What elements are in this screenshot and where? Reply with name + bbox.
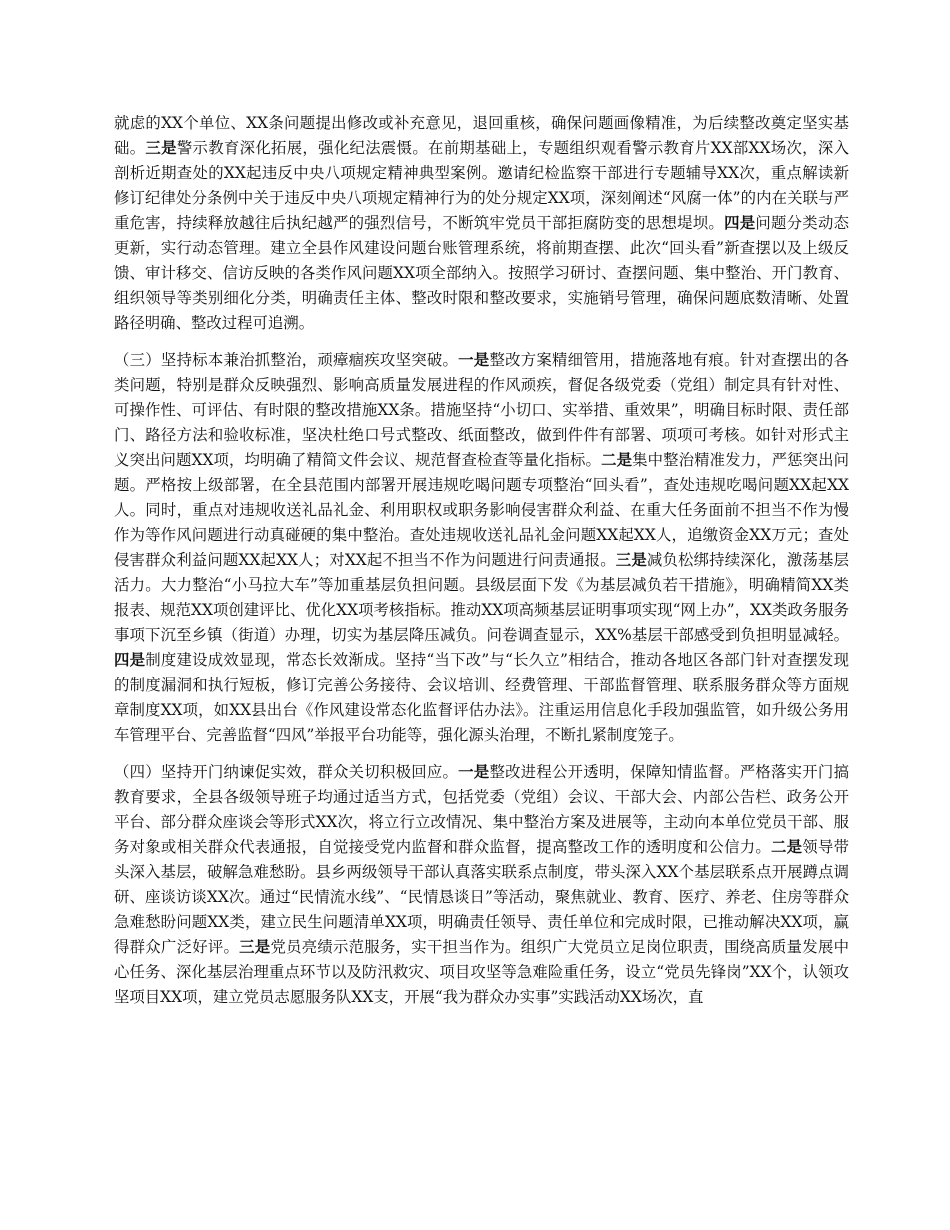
ordinal-marker-1: 一是 xyxy=(458,763,490,781)
paragraph-text: 领导带头深入基层，破解急难愁盼。县乡两级领导干部认真落实联系点制度，带头深入XX个基层联系点开展蹲点调研、座谈访谈XX次。通过“民情流水线”、“民情恳谈日”等活动，聚焦就业、教育、医疗、养老、住房等群众急难愁盼问题XX类，建立民生问题清单XX项，明确责任领导、责任单位和完成时限，已推动解决XX项，赢得群众广泛好评。 xyxy=(114,838,849,956)
ordinal-marker-2: 二是 xyxy=(771,838,803,856)
document-body xyxy=(114,111,849,1010)
ordinal-marker-3: 三是 xyxy=(145,139,177,157)
paragraph-text: 党员亮绩示范服务，实干担当作为。组织广大党员立足岗位职责，围绕高质量发展中心任务、深化基层治理重点环节以及防汛救灾、项目攻坚等急难险重任务，设立“党员先锋岗”XX个，认领攻坚项目XX项，建立党员志愿服务队XX支，开展“我为群众办实事”实践活动XX场次，直 xyxy=(114,938,849,1006)
paragraph-text: 减负松绑持续深化，激荡基层活力。大力整治“小马拉大车”等加重基层负担问题。县级层面下发《为基层减负若干措施》，明确精简XX类报表、规范XX项创建评比、优化XX项考核指标。推动XX项高频基层证明事项实现“网上办”，XX类政务服务事项下沉至乡镇（街道）办理，切实为基层降压减负。问卷调查显示，XX%基层干部感受到负担明显减轻。 xyxy=(114,551,849,644)
ordinal-marker-1: 一是 xyxy=(458,351,490,369)
ordinal-marker-4: 四是 xyxy=(114,651,146,669)
paragraph-text: 集中整治精准发力，严惩突出问题。严格按上级部署，在全县范围内部署开展违规吃喝问题专项整治“回头看”，查处违规吃喝问题XX起XX人。同时，重点对违规收送礼品礼金、利用职权或职务影响侵害群众利益、在重大任务面前不担当不作为慢作为等作风问题进行动真碰硬的集中整治。查处违规收送礼品礼金问题XX起XX人，追缴资金XX万元；查处侵害群众利益问题XX起XX人；对XX起不担当不作为问题进行问责通报。 xyxy=(114,451,849,569)
section-heading-3: （三）坚持标本兼治抓整治，顽瘴痼疾攻坚突破。 xyxy=(114,351,459,369)
section-heading-4: （四）坚持开门纳谏促实效，群众关切积极回应。 xyxy=(114,763,459,781)
ordinal-marker-2: 二是 xyxy=(601,451,633,469)
ordinal-marker-3: 三是 xyxy=(615,551,647,569)
paragraph-text: 警示教育深化拓展，强化纪法震慑。在前期基础上，专题组织观看警示教育片XX部XX场次，深入剖析近期查处的XX起违反中央八项规定精神典型案例。邀请纪检监察干部进行专题辅导XX次，重点解读新修订纪律处分条例中关于违反中央八项规定精神行为的处分规定XX项，深刻阐述“风腐一体”的内在关联与严重危害，持续释放越往后执纪越严的强烈信号，不断筑牢党员干部拒腐防变的思想堤坝。 xyxy=(114,139,849,232)
paragraph-section-3 xyxy=(114,348,849,748)
paragraph-text: 问题分类动态更新，实行动态管理。建立全县作风建设问题台账管理系统，将前期查摆、此次“回头看”新查摆以及上级反馈、审计移交、信访反映的各类作风问题XX项全部纳入。按照学习研讨、查摆问题、集中整治、开门教育、组织领导等类别细化分类，明确责任主体、整改时限和整改要求，实施销号管理，确保问题底数清晰、处置路径明确、整改过程可追溯。 xyxy=(114,214,849,332)
ordinal-marker-4: 四是 xyxy=(724,214,756,232)
paragraph-text: 制度建设成效显现，常态长效渐成。坚持“当下改”与“长久立”相结合，推动各地区各部门针对查摆发现的制度漏洞和执行短板，修订完善公务接待、会议培训、经费管理、干部监督管理、联系服务群众等方面规章制度XX项，如XX县出台《作风建设常态化监督评估办法》。注重运用信息化手段加强监管，如升级公务用车管理平台、完善监督“四风”举报平台功能等，强化源头治理，不断扎紧制度笼子。 xyxy=(114,651,849,744)
paragraph-1 xyxy=(114,111,849,336)
ordinal-marker-3: 三是 xyxy=(239,938,271,956)
paragraph-section-4 xyxy=(114,760,849,1010)
paragraph-text: 整改进程公开透明，保障知情监督。严格落实开门搞教育要求，全县各级领导班子均通过适当方式，包括党委（党组）会议、干部大会、内部公告栏、政务公开平台、部分群众座谈会等形式XX次，将立行立改情况、集中整治方案及进展等，主动向本单位党员干部、服务对象或相关群众代表通报，自觉接受党内监督和群众监督，提高整改工作的透明度和公信力。 xyxy=(114,763,849,856)
paragraph-text: 整改方案精细管用，措施落地有痕。针对查摆出的各类问题，特别是群众反映强烈、影响高质量发展进程的作风顽疾，督促各级党委（党组）制定具有针对性、可操作性、可评估、有时限的整改措施XX条。措施坚持“小切口、实举措、重效果”，明确目标时限、责任部门、路径方法和验收标准，坚决杜绝口号式整改、纸面整改，做到件件有部署、项项可考核。如针对形式主义突出问题XX项，均明确了精简文件会议、规范督查检查等量化指标。 xyxy=(114,351,849,469)
paragraph-text: 就虑的XX个单位、XX条问题提出修改或补充意见，退回重核，确保问题画像精准，为后续整改奠定坚实基础。 xyxy=(114,114,849,157)
